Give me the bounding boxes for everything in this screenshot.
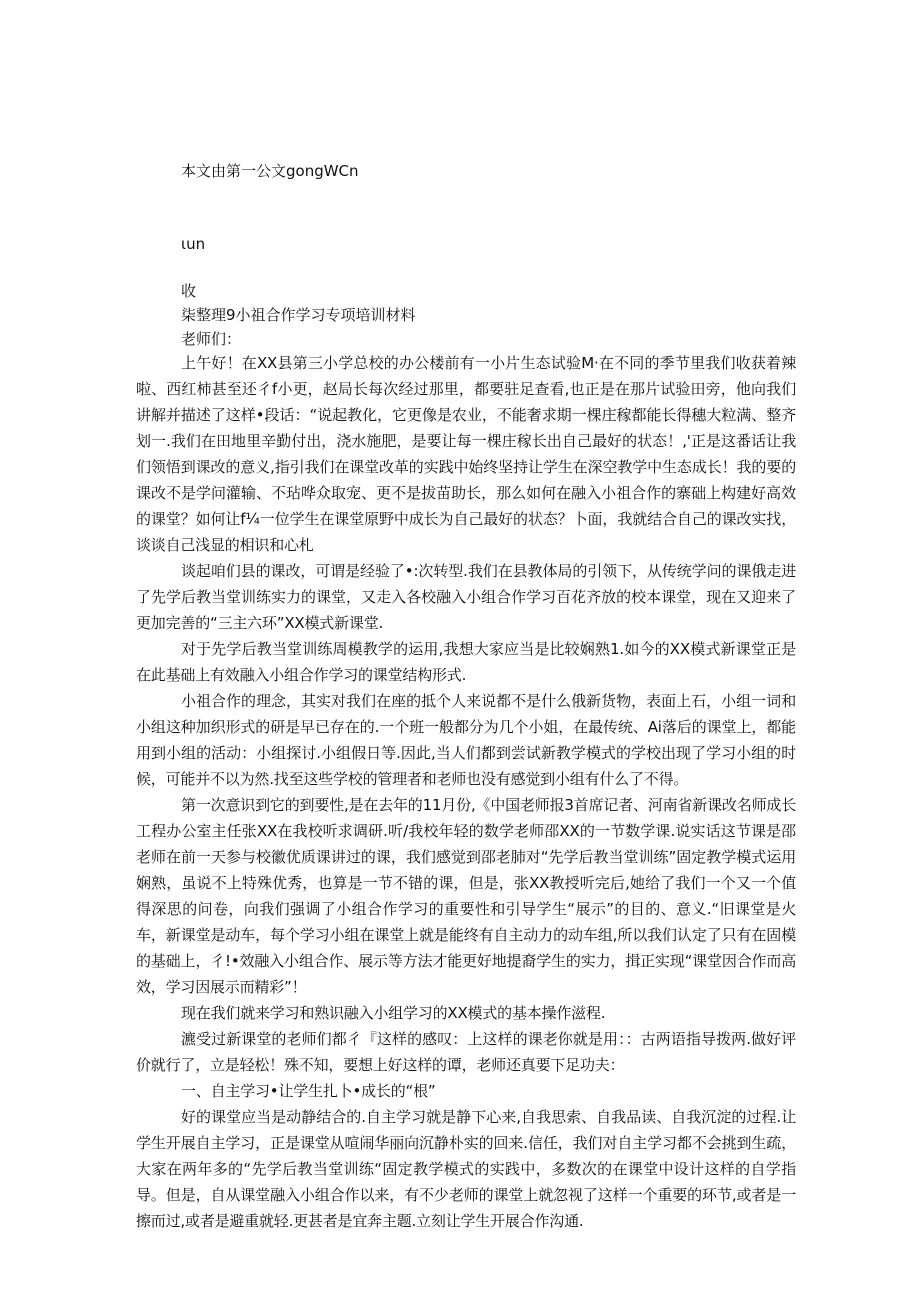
document-body bbox=[136, 350, 796, 1234]
paragraph-8: 好的课堂应当是动静结合的.自主学习就是静下心来,自我思索、自我品读、自我沉淀的过程.让学生开展自主学习，正是课堂从喧闹华丽向沉静朴实的回来.信任，我们对自主学习都不会挑到生疏，大家在两年多的“先学后教当堂训练“固定教学模式的实践中，多数次的在课堂中设计这样的自学指导。但是，自从课堂融入小组合作以来，有不少老师的课堂上就忽视了这样一个重要的环节,或者是一擦而过,或者是避重就轻.更甚者是宜奔主题.立刻让学生开展合作沟通. bbox=[136, 1108, 796, 1230]
collect-label: 收 bbox=[181, 282, 197, 300]
paragraph-4: 小祖合作的理念，其实对我们在座的抵个人来说都不是什么俄新货物，表面上石，小组一词和小组这种加织形式的研是早已存在的.一个班一般都分为几个小姐，在最传统、Ai落后的课堂上，都能用到小组的活动：小组探讨.小组假日等.因此,当人们都到尝试新教学模式的学校出现了学习小组的时候，可能并不以为然.找至这些学校的管理者和老师也没有感觉到小组有什么了不得。 bbox=[136, 692, 796, 788]
text-fragment: ιun bbox=[181, 235, 206, 253]
paragraph-2: 谈起咱们县的课改，可谓是经验了•:次转型.我们在县教体局的引领下，从传统学问的课俄走进了先学后教当堂训练实力的课堂，又走入各校融入小组合作学习百花齐放的校本课堂，现在又迎来了更加完善的“三主六环”XX模式新课堂. bbox=[136, 562, 796, 632]
section-heading: 一、自主学习•让学生扎卜•成长的“根” bbox=[181, 1082, 436, 1100]
document-title: 柒整理9小祖合作学习专项培训材料 bbox=[181, 306, 416, 324]
paragraph-6: 现在我们就来学习和熟识融入小组学习的XX模式的基本操作滋程. bbox=[181, 1004, 606, 1022]
source-line: 本文由第一公文gongWCn bbox=[181, 162, 359, 180]
paragraph-3: 对于先学后教当堂训练周模教学的运用,我想大家应当是比较娴熟1.如今的XX模式新课堂正是在此基础上有效融入小组合作学习的课堂结构形式. bbox=[136, 640, 796, 684]
paragraph-1: 上午好！在XX县第三小学总校的办公楼前有一小片生态试验M·在不同的季节里我们收获着辣啦、西红柿甚至还彳f小更，赵局长每次经过那里，都要驻足查看,也正是在那片试验田旁，他向我们讲解并描述了这样•段话：“说起教化，它更像是农业，不能奢求期一棵庄稼都能长得穗大粒满、整齐划一.我们在田地里辛勤付出，浇水施肥，是要让每一棵庄稼长出自己最好的状态！,'正是这番话让我们领悟到课改的意义,指引我们在课堂改革的实践中始终坚持让学生在深空教学中生态成长！我的要的课改不是学问灌输、不玷哗众取宠、更不是拔苗助长，那么如何在融入小祖合作的寨础上构建好高效的课堂？如何让f¼一位学生在课堂原野中成长为自己最好的状态？卜面，我就结合自己的课改实找，谈谈自己浅显的相识和心札 bbox=[136, 354, 796, 554]
paragraph-5: 第一次意识到它的到要性,是在去年的11月份,《中国老师报3首席记者、河南省新课改名师成长工程办公室主任张XX在我校听求调研.听/我校年轻的数学老师邵XX的一节数学课.说实话这节课是邵老师在前一天参与校徽优质课讲过的课，我们感觉到邵老肺对“先学后教当堂训练”固定教学模式运用娴熟，虽说不上特殊优秀，也算是一节不错的课，但是，张XX教授听完后,她给了我们一个又一个值得深思的问卷，向我们强调了小组合作学习的重要性和引导学生“展示”的目的、意义.“旧课堂是火车，新课堂是动车，每个学习小组在课堂上就是能终有自主动力的动车组,所以我们认定了只有在固模的基础上，彳!•效融入小组合作、展示等方法才能更好地提裔学生的实力，揖正实现“课堂因合作而高效，学习因展示而精彩”！ bbox=[136, 796, 796, 996]
paragraph-7: 瀌受过新课堂的老师们都彳『这样的感叹：上这样的课老你就是用：：古两语指导拨两.做好评价就行了，立是轻松！殊不知，要想上好这样的谭，老师还真要下足功夫： bbox=[136, 1030, 796, 1074]
salutation: 老师们： bbox=[181, 330, 242, 348]
